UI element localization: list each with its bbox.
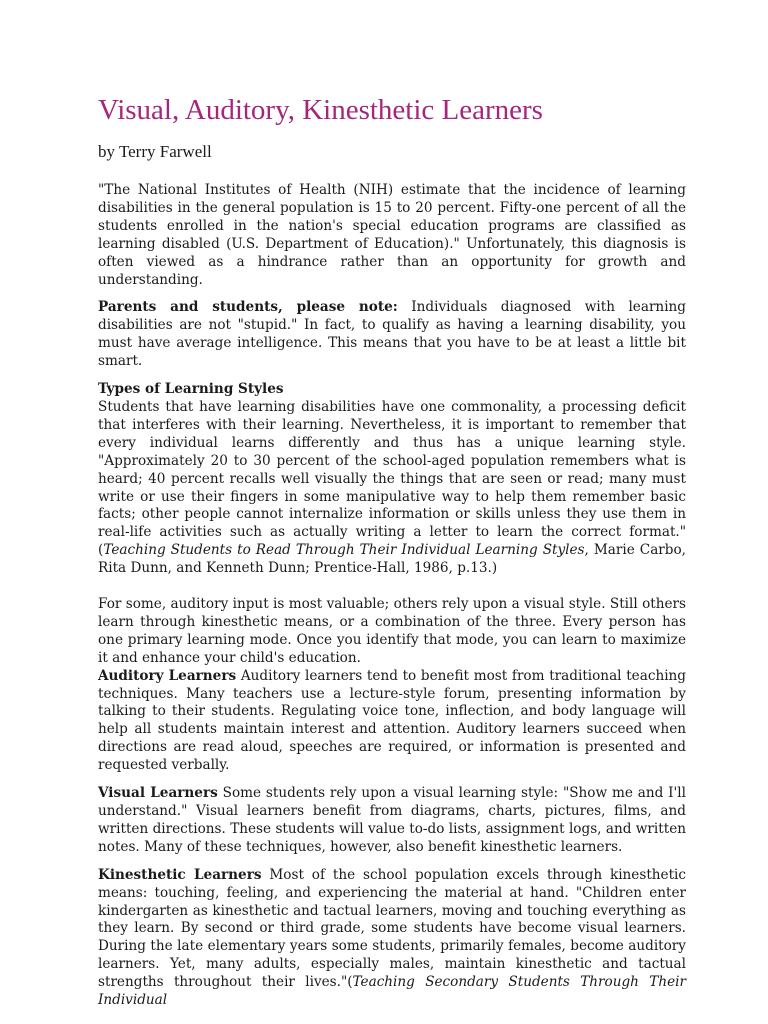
visual-text: Some students rely upon a visual learning style: "Show me and I'll understand." Visual learners benefit from diagrams, charts, pictures, films, and written directions. These students will value to-do lists, assignment logs, and written notes. Many of these techniques, however, also benefit kinesthetic learners. [98,785,686,855]
auditory-text: Auditory learners tend to benefit most from traditional teaching techniques. Many teachers use a lecture-style forum, presenting information by talking to their students. Regulating voice tone, inflection, and body language will help all students maintain interest and attention. Auditory learners succeed when directions are read aloud, speeches are required, or information is presented and requested verbally. [98,667,686,774]
kinesthetic-paragraph [98,867,686,1010]
kinesthetic-citation-title: Teaching Secondary Students Through Their Individual [98,974,686,1009]
note-text: Individuals diagnosed with learning disabilities are not "stupid." In fact, to qualify as having a learning disability, you must have average intelligence. This means that you have to be at least a little bit smart. [98,299,686,370]
kinesthetic-text: Most of the school population excels through kinesthetic means: touching, feeling, and experiencing the material at hand. "Children enter kindergarten as kinesthetic and tactual learners, moving and touching everything as they learn. By second or third grade, some students have become visual learners. During the late elementary years some students, primarily females, become auditory learners. Yet, many adults, especially males, maintain kinesthetic and tactual strengths throughout their lives."( [98,866,687,991]
visual-paragraph [98,785,686,857]
article-byline: by Terry Farwell [98,142,212,161]
note-label: Parents and students, please note: [98,299,398,316]
auditory-paragraph [98,668,686,775]
types-text: Students that have learning disabilities have one commonality, a processing deficit that interferes with their learning. Nevertheless, it is important to remember that every individual learns differently and thus has a unique learning style. "Approximately 20 to 30 percent of the school-aged population remembers what is heard; 40 percent recalls well visually the things that are seen or read; many must write or use their fingers in some manipulative way to help them remember basic facts; other people cannot internalize information or skills unless they use them in real-life activities such as actually writing a letter to learn the correct format." ( [98,398,686,559]
note-paragraph [98,299,686,371]
types-paragraph [98,399,686,578]
modes-paragraph: For some, auditory input is most valuable; others rely upon a visual style. Still others learn through kinesthetic means, or a combination of the three. Every person has one primary learning mode. Once you identify that mode, you can learn to maximize it and enhance your child's education. [98,596,686,666]
intro-paragraph: "The National Institutes of Health (NIH) estimate that the incidence of learning disabilities in the general population is 15 to 20 percent. Fifty-one percent of all the students enrolled in the nation's special education programs are classified as learning disabled (U.S. Department of Education)." Unfortunately, this diagnosis is often viewed as a hindrance rather than an opportunity for growth and understanding. [98,182,686,288]
types-heading: Types of Learning Styles [98,381,284,398]
types-citation-title: Teaching Students to Read Through Their Individual Learning Styles [103,542,585,559]
article-title: Visual, Auditory, Kinesthetic Learners [98,94,543,126]
auditory-label: Auditory Learners [98,667,237,684]
visual-label: Visual Learners [98,785,218,802]
types-citation-rest: , Marie Carbo, Rita Dunn, and Kenneth Dunn; Prentice-Hall, 1986, p.13.) [98,542,686,577]
document-page [98,90,686,1010]
kinesthetic-label: Kinesthetic Learners [98,866,262,883]
